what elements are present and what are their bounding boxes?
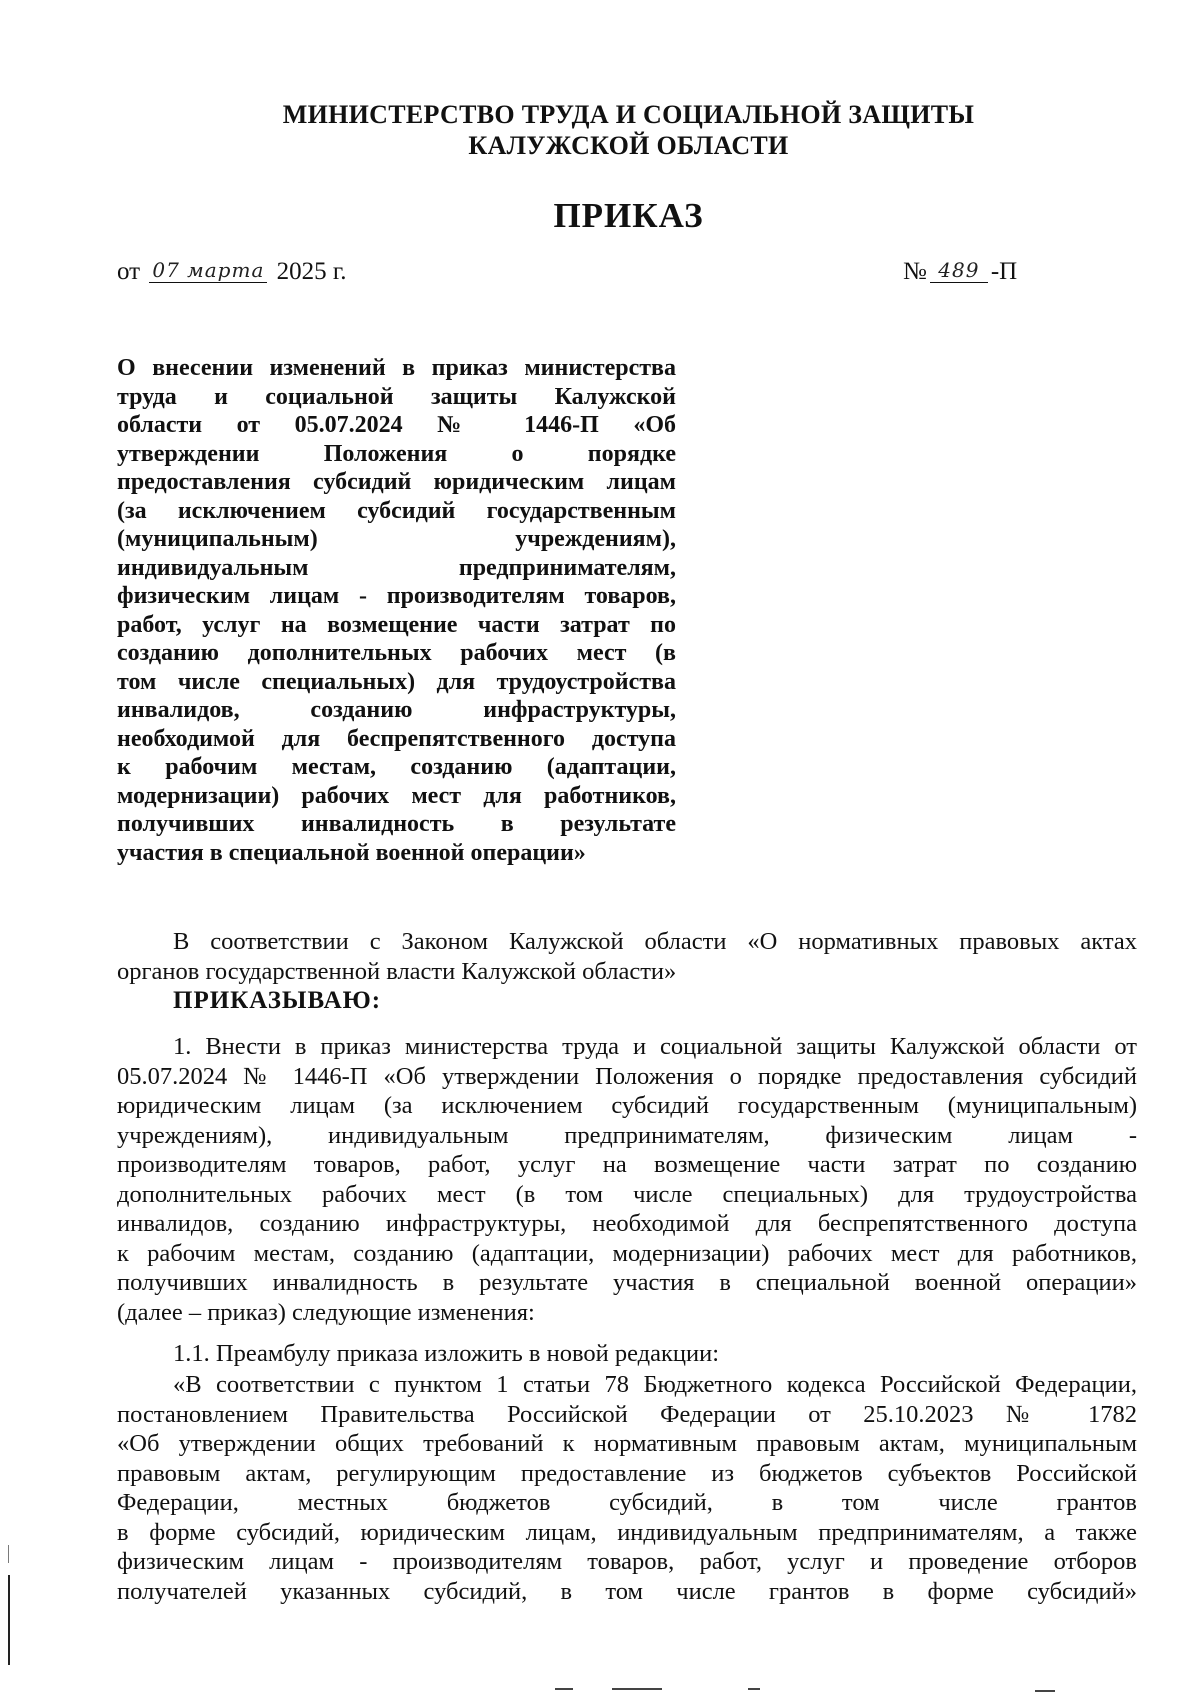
handwritten-date: 07 марта: [149, 258, 267, 283]
subject-line: необходимой для беспрепятственного доступа: [117, 725, 676, 752]
body-line: инвалидов, созданию инфраструктуры, необходимой для беспрепятственного доступа: [117, 1210, 1137, 1237]
number-suffix: -П: [990, 258, 1018, 285]
body-line: 05.07.2024 № 1446-П «Об утверждении Положения о порядке предоставления субсидий: [117, 1062, 1137, 1090]
subject-line: утверждении Положения о порядке: [117, 440, 676, 467]
body-line: получателей указанных субсидий, в том числе грантов в форме субсидий»: [117, 1577, 1137, 1605]
date-prefix: от: [117, 258, 141, 285]
item-1-paragraph: [117, 1032, 1137, 1327]
handwritten-number: 489: [930, 258, 988, 283]
body-line: в форме субсидий, юридическим лицам, индивидуальным предпринимателям, а также: [117, 1518, 1137, 1546]
scan-artifact: [555, 1688, 573, 1690]
body-line: дополнительных рабочих мест (в том числе специальных) для трудоустройства: [117, 1180, 1137, 1208]
subject-line: инвалидов, созданию инфраструктуры,: [117, 697, 676, 723]
body-line: постановлением Правительства Российской Федерации от 25.10.2023 № 1782: [117, 1400, 1137, 1428]
ministry-name-line2: КАЛУЖСКОЙ ОБЛАСТИ: [468, 131, 789, 160]
subject-line: созданию дополнительных рабочих мест (в: [117, 640, 676, 666]
scan-margin-mark: [8, 1545, 9, 1563]
body-line: правовым актам, регулирующим предоставление из бюджетов субъектов Российской: [117, 1459, 1137, 1487]
subject-line: (муниципальным) учреждениям),: [117, 526, 676, 552]
body-line: учреждениям), индивидуальным предпринимателям, физическим лицам -: [117, 1121, 1137, 1149]
subject-line: О внесении изменений в приказ министерства: [117, 355, 676, 381]
body-line: (далее – приказ) следующие изменения:: [117, 1298, 535, 1326]
subject-line: физическим лицам - производителям товаров,: [117, 583, 676, 609]
body-line: к рабочим местам, созданию (адаптации, модернизации) рабочих мест для работников,: [117, 1239, 1137, 1267]
preamble-paragraph: [117, 927, 1137, 986]
body-line: «В соответствии с пунктом 1 статьи 78 Бюджетного кодекса Российской Федерации,: [173, 1371, 1137, 1398]
body-line: Федерации, местных бюджетов субсидий, в том числе грантов: [117, 1489, 1137, 1516]
subject-line: модернизации) рабочих мест для работников,: [117, 782, 676, 809]
subject-line: работ, услуг на возмещение части затрат по: [117, 611, 676, 638]
subject-line: области от 05.07.2024 № 1446-П «Об: [117, 412, 676, 438]
subject-line: к рабочим местам, созданию (адаптации,: [117, 754, 676, 780]
subject-line: том числе специальных) для трудоустройства: [117, 668, 676, 695]
body-line: физическим лицам - производителям товаров, работ, услуг и проведение отборов: [117, 1548, 1137, 1575]
scan-artifact: [612, 1688, 662, 1690]
item-1-1-paragraph: [117, 1339, 1137, 1369]
body-line: 1.1. Преамбулу приказа изложить в новой редакции:: [173, 1340, 720, 1367]
date-year: 2025 г.: [276, 258, 347, 285]
order-number: [903, 258, 1017, 286]
subject-line: участия в специальной военной операции»: [117, 839, 586, 866]
scan-artifact: [1035, 1690, 1055, 1692]
subject-line: (за исключением субсидий государственным: [117, 497, 676, 524]
subject-line: получивших инвалидность в результате: [117, 811, 676, 837]
ministry-name-line1: МИНИСТЕРСТВО ТРУДА И СОЦИАЛЬНОЙ ЗАЩИТЫ: [282, 100, 975, 129]
order-date: [117, 258, 347, 286]
order-subject: [117, 354, 676, 867]
body-line: органов государственной власти Калужской области»: [117, 957, 677, 985]
document-title: ПРИКАЗ: [553, 196, 704, 235]
item-1-1-quote: [117, 1370, 1137, 1606]
body-line: В соответствии с Законом Калужской области «О нормативных правовых актах: [173, 928, 1137, 955]
body-line: получивших инвалидность в результате участия в специальной военной операции»: [117, 1269, 1137, 1296]
order-directive: ПРИКАЗЫВАЮ:: [173, 987, 382, 1014]
scan-margin-mark: [8, 1575, 10, 1665]
number-prefix: №: [903, 258, 927, 285]
scan-artifact: [748, 1688, 760, 1690]
subject-line: предоставления субсидий юридическим лицам: [117, 469, 676, 495]
body-line: 1. Внести в приказ министерства труда и социальной защиты Калужской области от: [173, 1033, 1137, 1060]
body-line: юридическим лицам (за исключением субсидий государственным (муниципальным): [117, 1092, 1137, 1119]
body-line: «Об утверждении общих требований к нормативным правовым актам, муниципальным: [117, 1430, 1137, 1457]
body-line: производителям товаров, работ, услуг на возмещение части затрат по созданию: [117, 1151, 1137, 1178]
subject-line: индивидуальным предпринимателям,: [117, 554, 676, 581]
subject-line: труда и социальной защиты Калужской: [117, 383, 676, 410]
